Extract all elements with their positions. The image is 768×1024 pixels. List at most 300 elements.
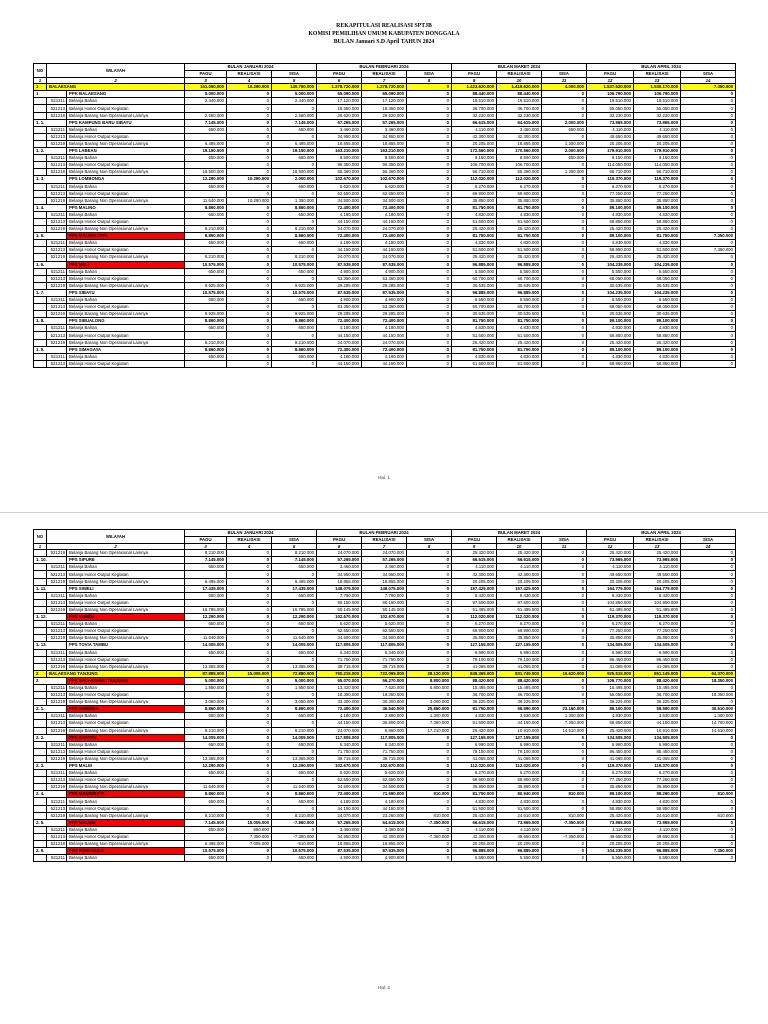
apr-sisa-cell: 0 [681, 297, 736, 304]
jan-realisasi-cell: 0 [227, 275, 272, 282]
mar-sisa-cell: 0 [542, 784, 587, 791]
feb-sisa-cell: 17.210.000 [407, 727, 452, 734]
feb-sisa-cell: 0 [407, 848, 452, 855]
jan-pagu-cell [185, 805, 227, 812]
row-spacer [34, 226, 47, 233]
jan-sisa-cell: 6.495.000 [272, 578, 317, 585]
unit-subtotal-row [34, 614, 736, 621]
apr-realisasi-cell: 41.065.000 [634, 755, 681, 762]
apr-sisa-cell: 18.350.000 [681, 677, 736, 684]
apr-sisa-cell: 0 [681, 592, 736, 599]
row-spacer [34, 826, 47, 833]
mar-realisasi-cell: 81.750.000 [497, 346, 542, 353]
mar-realisasi-cell: 20.205.000 [497, 578, 542, 585]
mar-sisa-cell: 0 [542, 204, 587, 211]
jan-pagu-cell [185, 162, 227, 169]
apr-pagu-cell: 134.505.000 [587, 734, 634, 741]
jan-realisasi-cell: 0 [227, 218, 272, 225]
account-name: Belanja Bahan [67, 325, 185, 332]
row-spacer [34, 805, 47, 812]
feb-realisasi-cell: 24.070.000 [362, 550, 407, 557]
apr-realisasi-cell: 89.100.000 [634, 346, 681, 353]
jan-sisa-cell: 12.290.000 [272, 763, 317, 770]
col-pagu-header: PAGU [317, 537, 362, 544]
row-spacer [34, 599, 47, 606]
feb-sisa-cell: 0 [407, 311, 452, 318]
account-name: Belanja Barang Non Operasional Lainnya [67, 112, 185, 119]
account-row [34, 741, 736, 748]
mar-pagu-cell: 106.700.000 [452, 162, 497, 169]
account-name: Belanja Barang Non Operasional Lainnya [67, 550, 185, 557]
jan-realisasi-cell: 0 [227, 741, 272, 748]
row-number: 1. 10. [34, 557, 67, 564]
mar-realisasi-cell: 88.440.000 [497, 91, 542, 98]
account-row [34, 606, 736, 613]
account-code: 521219 [47, 197, 67, 204]
account-name: Belanja Bahan [67, 240, 185, 247]
feb-sisa-cell: 0 [407, 148, 452, 155]
feb-pagu-cell: 24.070.000 [317, 812, 362, 819]
apr-sisa-cell: 0 [681, 770, 736, 777]
mar-pagu-cell: 51.495.000 [452, 606, 497, 613]
feb-realisasi-cell: 6.860.000 [362, 727, 407, 734]
apr-pagu-cell: 58.850.000 [587, 332, 634, 339]
mar-pagu-cell: 25.420.000 [452, 226, 497, 233]
row-spacer [34, 275, 47, 282]
feb-pagu-cell: 4.900.000 [317, 855, 362, 862]
mar-sisa-cell: 0 [542, 240, 587, 247]
unit-subtotal-row [34, 585, 736, 592]
apr-sisa-cell: 7.350.000 [681, 84, 736, 91]
jan-sisa-cell: 8.210.000 [272, 226, 317, 233]
feb-realisasi-cell: 148.075.000 [362, 585, 407, 592]
apr-realisasi-cell: 36.225.000 [634, 699, 681, 706]
mar-sisa-cell: -7.350.000 [542, 833, 587, 840]
unit-subtotal-row [34, 261, 736, 268]
account-code: 521211 [47, 684, 67, 691]
jan-sisa-cell: 8.210.000 [272, 254, 317, 261]
jan-realisasi-cell: 0 [227, 126, 272, 133]
apr-sisa-cell: 0 [681, 628, 736, 635]
row-spacer [34, 304, 47, 311]
apr-realisasi-cell: 77.250.000 [634, 628, 681, 635]
jan-sisa-cell: 8.210.000 [272, 812, 317, 819]
account-code: 521211 [47, 826, 67, 833]
unit-name: PPS TOVIA TAMBU [67, 642, 185, 649]
mar-pagu-cell: 42.300.000 [452, 571, 497, 578]
feb-realisasi-cell: 102.670.000 [362, 763, 407, 770]
feb-sisa-cell: 0 [407, 614, 452, 621]
col-number: 11 [542, 78, 587, 84]
jan-sisa-cell: 5.000.000 [272, 91, 317, 98]
feb-realisasi-cell: 117.805.000 [362, 642, 407, 649]
apr-sisa-cell: 14.700.000 [681, 720, 736, 727]
feb-sisa-cell: 0 [407, 140, 452, 147]
mar-sisa-cell: 0 [542, 692, 587, 699]
apr-sisa-cell: 0 [681, 663, 736, 670]
jan-pagu-cell: 12.290.000 [185, 763, 227, 770]
account-row [34, 699, 736, 706]
jan-pagu-cell: 650.000 [185, 240, 227, 247]
account-code: 521211 [47, 770, 67, 777]
mar-sisa-cell: 810.000 [542, 791, 587, 798]
jan-realisasi-cell: 0 [227, 557, 272, 564]
apr-realisasi-cell: 15.495.000 [634, 684, 681, 691]
feb-realisasi-cell: 7.620.000 [362, 684, 407, 691]
jan-realisasi-cell: 0 [227, 763, 272, 770]
feb-sisa-cell: 0 [407, 770, 452, 777]
mar-sisa-cell: 0 [542, 325, 587, 332]
apr-pagu-cell: 114.050.000 [587, 162, 634, 169]
feb-sisa-cell: 0 [407, 763, 452, 770]
mar-sisa-cell: 1.350.000 [542, 169, 587, 176]
account-row [34, 777, 736, 784]
apr-pagu-cell: 104.235.000 [587, 261, 634, 268]
apr-pagu-cell: 36.225.000 [587, 699, 634, 706]
account-row [34, 190, 736, 197]
apr-sisa-cell: 0 [681, 176, 736, 183]
mar-sisa-cell: 0 [542, 268, 587, 275]
apr-realisasi-cell: 73.965.000 [634, 819, 681, 826]
mar-sisa-cell: 0 [542, 112, 587, 119]
feb-sisa-cell: 0 [407, 353, 452, 360]
feb-realisasi-cell: 4.180.000 [362, 211, 407, 218]
feb-realisasi-cell: 2.880.000 [362, 713, 407, 720]
feb-sisa-cell: 0 [407, 635, 452, 642]
feb-pagu-cell: 3.460.000 [317, 126, 362, 133]
account-row [34, 211, 736, 218]
account-row [34, 812, 736, 819]
apr-pagu-cell: 925.515.000 [587, 670, 634, 677]
col-sisa-header: SISA [272, 537, 317, 544]
mar-pagu-cell: 112.020.000 [452, 763, 497, 770]
feb-pagu-cell: 65.090.000 [317, 91, 362, 98]
mar-pagu-cell: 848.365.000 [452, 670, 497, 677]
jan-sisa-cell: 18.500.000 [272, 169, 317, 176]
mar-sisa-cell: 0 [542, 360, 587, 367]
unit-name: PPS MALEI [67, 763, 185, 770]
jan-realisasi-cell: 0 [227, 564, 272, 571]
apr-pagu-cell: 4.830.000 [587, 798, 634, 805]
account-row [34, 155, 736, 162]
report-page-2 [0, 512, 768, 1024]
mar-realisasi-cell: 80.940.000 [497, 791, 542, 798]
jan-sisa-cell: 8.860.000 [272, 346, 317, 353]
apr-pagu-cell: 32.230.000 [587, 112, 634, 119]
apr-pagu-cell: 4.830.000 [587, 240, 634, 247]
account-row [34, 720, 736, 727]
jan-pagu-cell [185, 599, 227, 606]
jan-realisasi-cell: 7.350.000 [227, 833, 272, 840]
apr-sisa-cell: 0 [681, 599, 736, 606]
mar-realisasi-cell: 3.530.000 [497, 713, 542, 720]
apr-sisa-cell: 0 [681, 332, 736, 339]
feb-sisa-cell: 0 [407, 855, 452, 862]
feb-sisa-cell: 0 [407, 748, 452, 755]
apr-sisa-cell: 0 [681, 91, 736, 98]
account-name: Belanja Honor Output Kegiatan [67, 162, 185, 169]
col-pagu-header: PAGU [185, 537, 227, 544]
apr-sisa-cell: 64.370.000 [681, 670, 736, 677]
jan-sisa-cell: 8.860.000 [272, 706, 317, 713]
mar-pagu-cell: 25.420.000 [452, 727, 497, 734]
feb-realisasi-cell: 99.350.000 [362, 162, 407, 169]
col-number: 8 [407, 78, 452, 84]
unit-name: PPS MALINO [67, 204, 185, 211]
jan-sisa-cell: 8.860.000 [272, 204, 317, 211]
account-code: 521213 [47, 720, 67, 727]
apr-sisa-cell: 7.350.000 [681, 247, 736, 254]
mar-sisa-cell: 0 [542, 346, 587, 353]
apr-pagu-cell: 30.635.000 [587, 282, 634, 289]
mar-realisasi-cell: 51.495.000 [497, 606, 542, 613]
mar-pagu-cell: 69.900.000 [452, 628, 497, 635]
feb-pagu-cell: 72.400.000 [317, 346, 362, 353]
col-realisasi-header: REALISASI [634, 71, 681, 78]
account-name: Belanja Barang Non Operasional Lainnya [67, 812, 185, 819]
apr-sisa-cell: 0 [681, 197, 736, 204]
apr-pagu-cell: 77.250.000 [587, 777, 634, 784]
mar-realisasi-cell: 3.460.000 [497, 126, 542, 133]
account-row [34, 325, 736, 332]
apr-sisa-cell: 0 [681, 98, 736, 105]
row-number: 2. 1. [34, 706, 67, 713]
col-number: 9 [452, 544, 497, 550]
apr-pagu-cell: 35.850.000 [587, 635, 634, 642]
row-spacer [34, 621, 47, 628]
mar-sisa-cell: 23.160.000 [542, 706, 587, 713]
account-code: 521211 [47, 741, 67, 748]
feb-sisa-cell: 0 [407, 126, 452, 133]
account-row [34, 784, 736, 791]
jan-realisasi-cell: 0 [227, 261, 272, 268]
feb-realisasi-cell: 42.300.000 [362, 833, 407, 840]
feb-pagu-cell: 4.180.000 [317, 713, 362, 720]
apr-realisasi-cell: 20.205.000 [634, 140, 681, 147]
account-row [34, 727, 736, 734]
apr-sisa-cell: 0 [681, 133, 736, 140]
mar-pagu-cell: 1.423.620.000 [452, 84, 497, 91]
account-row [34, 826, 736, 833]
unit-subtotal-row [34, 848, 736, 855]
month-header-apr: BULAN APRIL 2024 [587, 64, 736, 71]
apr-sisa-cell: 0 [681, 339, 736, 346]
feb-realisasi-cell: 36.800.000 [362, 720, 407, 727]
mar-sisa-cell: 0 [542, 105, 587, 112]
unit-name: PPS LABEAN [67, 148, 185, 155]
feb-realisasi-cell: 18.350.000 [362, 692, 407, 699]
mar-realisasi-cell: 42.300.000 [497, 133, 542, 140]
apr-sisa-cell: 0 [681, 254, 736, 261]
account-name: Belanja Bahan [67, 798, 185, 805]
feb-realisasi-cell: 30.300.000 [362, 699, 407, 706]
mar-pagu-cell: 66.615.000 [452, 819, 497, 826]
row-spacer [34, 360, 47, 367]
col-wilayah-header: WILAYAH [47, 530, 185, 544]
row-spacer [34, 169, 47, 176]
row-spacer [34, 550, 47, 557]
mar-pagu-cell: 81.750.000 [452, 233, 497, 240]
unit-subtotal-row [34, 819, 736, 826]
mar-realisasi-cell: 36.700.000 [497, 105, 542, 112]
feb-realisasi-cell: 24.070.000 [362, 254, 407, 261]
jan-realisasi-cell: 0 [227, 339, 272, 346]
jan-realisasi-cell: 0 [227, 148, 272, 155]
feb-pagu-cell: 29.285.000 [317, 282, 362, 289]
jan-pagu-cell: 7.145.000 [185, 557, 227, 564]
account-name: Belanja Honor Output Kegiatan [67, 599, 185, 606]
row-spacer [34, 571, 47, 578]
apr-pagu-cell: 15.495.000 [587, 684, 634, 691]
mar-sisa-cell: 0 [542, 805, 587, 812]
apr-realisasi-cell: 56.710.000 [634, 169, 681, 176]
jan-sisa-cell: 8.210.000 [272, 550, 317, 557]
mar-sisa-cell: 0 [542, 254, 587, 261]
account-code: 521213 [47, 304, 67, 311]
account-code: 521213 [47, 628, 67, 635]
mar-realisasi-cell: 6.270.000 [497, 621, 542, 628]
mar-sisa-cell: 0 [542, 564, 587, 571]
row-number: 1. 7. [34, 289, 67, 296]
account-row [34, 226, 736, 233]
feb-pagu-cell: 148.075.000 [317, 585, 362, 592]
col-pagu-header: PAGU [587, 71, 634, 78]
jan-pagu-cell [185, 332, 227, 339]
feb-realisasi-cell: 102.670.000 [362, 176, 407, 183]
jan-realisasi-cell: 0 [227, 734, 272, 741]
feb-realisasi-cell: 4.180.000 [362, 798, 407, 805]
mar-sisa-cell: 7.350.000 [542, 720, 587, 727]
feb-realisasi-cell: 4.900.000 [362, 297, 407, 304]
jan-sisa-cell: 5.000.000 [272, 677, 317, 684]
feb-realisasi-cell: 3.460.000 [362, 564, 407, 571]
apr-realisasi-cell: 51.495.000 [634, 606, 681, 613]
feb-sisa-cell: 0 [407, 211, 452, 218]
jan-sisa-cell: 650.000 [272, 713, 317, 720]
unit-subtotal-row [34, 176, 736, 183]
mar-sisa-cell: 0 [542, 826, 587, 833]
feb-sisa-cell: 0 [407, 84, 452, 91]
month-header-mar: BULAN MARET 2024 [452, 530, 587, 537]
row-spacer [34, 578, 47, 585]
apr-sisa-cell: 0 [681, 190, 736, 197]
jan-realisasi-cell: 0 [227, 133, 272, 140]
mar-realisasi-cell: 25.420.000 [497, 550, 542, 557]
account-code: 521219 [47, 226, 67, 233]
account-name: Belanja Bahan [67, 592, 185, 599]
apr-sisa-cell: 0 [681, 183, 736, 190]
jan-realisasi-cell: 0 [227, 353, 272, 360]
col-pagu-header: PAGU [452, 71, 497, 78]
jan-realisasi-cell: 0 [227, 332, 272, 339]
jan-sisa-cell: 14.005.000 [272, 642, 317, 649]
apr-realisasi-cell: 58.850.000 [634, 332, 681, 339]
account-code: 521213 [47, 247, 67, 254]
apr-pagu-cell: 25.420.000 [587, 254, 634, 261]
row-spacer [34, 741, 47, 748]
mar-pagu-cell: 6.270.000 [452, 621, 497, 628]
unit-name: PPK BALAESANG TANJUNG [67, 677, 185, 684]
feb-pagu-cell: 4.180.000 [317, 325, 362, 332]
feb-pagu-cell: 3.460.000 [317, 826, 362, 833]
row-spacer [34, 254, 47, 261]
account-row [34, 353, 736, 360]
row-number: 1. 12. [34, 614, 67, 621]
apr-pagu-cell: 19.510.000 [587, 98, 634, 105]
feb-realisasi-cell: 29.620.000 [362, 112, 407, 119]
month-header-mar: BULAN MARET 2024 [452, 64, 587, 71]
apr-realisasi-cell: 8.430.000 [634, 592, 681, 599]
feb-sisa-cell: 0 [407, 692, 452, 699]
apr-pagu-cell: 25.420.000 [587, 812, 634, 819]
jan-realisasi-cell: 0 [227, 204, 272, 211]
feb-realisasi-cell: 5.620.000 [362, 770, 407, 777]
account-row [34, 592, 736, 599]
mar-sisa-cell: 0 [542, 318, 587, 325]
mar-sisa-cell: 16.620.000 [542, 670, 587, 677]
account-name: Belanja Honor Output Kegiatan [67, 105, 185, 112]
mar-realisasi-cell: 35.850.000 [497, 784, 542, 791]
col-realisasi-header: REALISASI [362, 71, 407, 78]
feb-sisa-cell: 0 [407, 254, 452, 261]
account-name: Belanja Barang Non Operasional Lainnya [67, 699, 185, 706]
row-spacer [34, 140, 47, 147]
mar-pagu-cell: 5.550.000 [452, 297, 497, 304]
apr-pagu-cell: 49.650.000 [587, 133, 634, 140]
feb-pagu-cell: 7.780.000 [317, 592, 362, 599]
col-number: 2 [47, 544, 185, 550]
apr-sisa-cell: 0 [681, 798, 736, 805]
account-row [34, 684, 736, 691]
feb-sisa-cell: 0 [407, 155, 452, 162]
mar-realisasi-cell: 25.420.000 [497, 226, 542, 233]
apr-realisasi-cell: 104.235.000 [634, 289, 681, 296]
account-name: Belanja Honor Output Kegiatan [67, 777, 185, 784]
feb-pagu-cell: 55.360.000 [317, 169, 362, 176]
feb-pagu-cell: 5.620.000 [317, 621, 362, 628]
jan-pagu-cell: 13.355.000 [185, 663, 227, 670]
feb-sisa-cell: 0 [407, 755, 452, 762]
mar-sisa-cell: 0 [542, 550, 587, 557]
mar-realisasi-cell: 24.610.000 [497, 812, 542, 819]
unit-name: PPS MALUBI [67, 819, 185, 826]
account-code: 521219 [47, 699, 67, 706]
apr-realisasi-cell: 134.505.000 [634, 642, 681, 649]
jan-pagu-cell: 650.000 [185, 713, 227, 720]
feb-sisa-cell: 0 [407, 190, 452, 197]
feb-realisasi-cell: 87.535.000 [362, 261, 407, 268]
apr-realisasi-cell: 114.050.000 [634, 162, 681, 169]
row-number: 2. 3. [34, 763, 67, 770]
jan-sisa-cell: 2.000.000 [272, 176, 317, 183]
jan-realisasi-cell: 0 [227, 155, 272, 162]
account-row [34, 663, 736, 670]
jan-sisa-cell: 650.000 [272, 621, 317, 628]
jan-sisa-cell: 0 [272, 748, 317, 755]
mar-sisa-cell: 0 [542, 606, 587, 613]
mar-sisa-cell: 4.000.000 [542, 84, 587, 91]
jan-realisasi-cell: 0 [227, 98, 272, 105]
feb-realisasi-cell: 39.715.000 [362, 663, 407, 670]
row-spacer [34, 841, 47, 848]
account-name: Belanja Barang Non Operasional Lainnya [67, 727, 185, 734]
mar-pagu-cell: 81.750.000 [452, 318, 497, 325]
row-spacer [34, 325, 47, 332]
mar-sisa-cell: 0 [542, 332, 587, 339]
jan-realisasi-cell: 0 [227, 755, 272, 762]
apr-sisa-cell: 0 [681, 826, 736, 833]
jan-pagu-cell: 650.000 [185, 183, 227, 190]
